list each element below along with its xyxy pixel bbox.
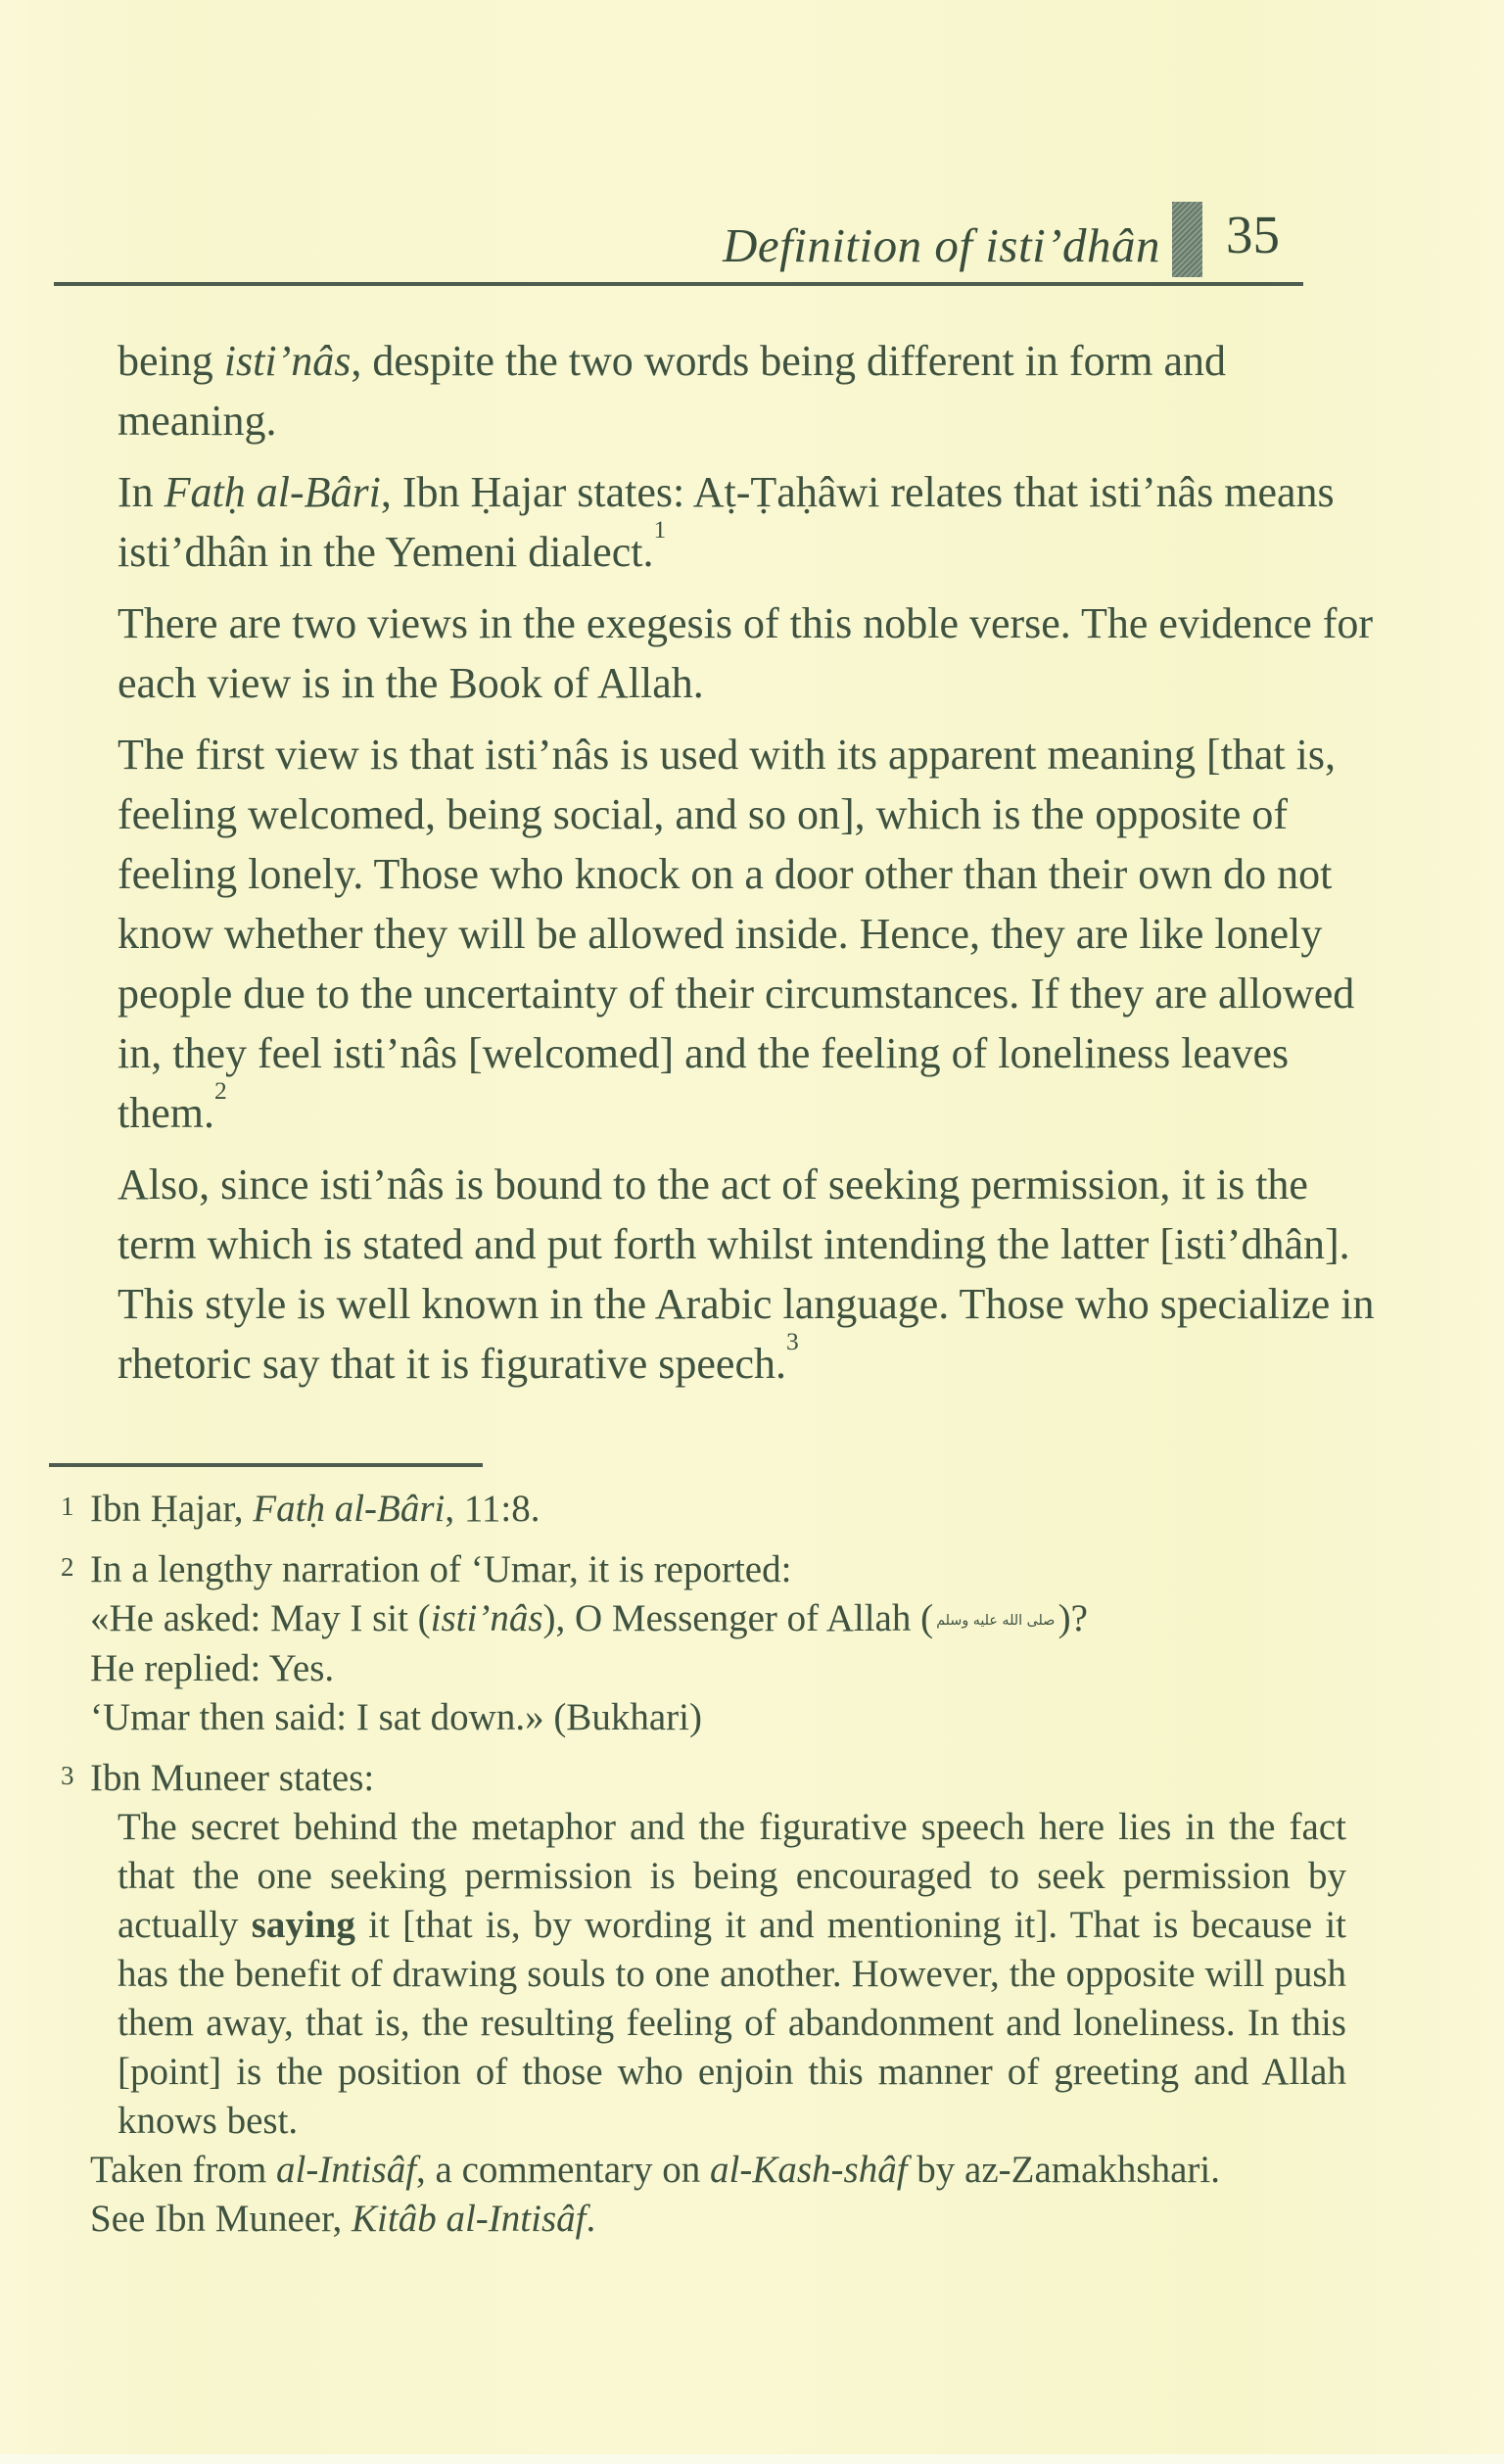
- footnote-section: [49, 1463, 1415, 2244]
- footnote-line: Ibn Muneer states:: [90, 1757, 375, 1799]
- footnote-body: [90, 1545, 1415, 1742]
- footnote-line: ‘Umar then said: I sat down.» (Bukhari): [90, 1696, 702, 1738]
- footnote-list: [49, 1485, 1415, 2244]
- footnote-line: The secret behind the metaphor and the figurative speech here lies in the fact that the one seeking permission is being encouraged to seek permission by actually saying it [that is, by wording it and mentioning it]. That is because it has the benefit of drawing souls to one another. However, the opposite will push them away, that is, the resulting feeling of abandonment and loneliness. In this [point] is the position of those who enjoin this manner of greeting and Allah knows best.: [118, 1806, 1347, 2142]
- body-paragraph: Also, since isti’nâs is bound to the act of seeking permission, it is the term which is stated and put forth whilst intending the latter [isti’dhân]. This style is well known in the Arabic language. Those who specialize in rhetoric say that it is figurative speech.$^3$: [118, 1161, 1375, 1388]
- running-header-title: Definition of isti’dhân: [722, 218, 1160, 272]
- footnote-line: Ibn Ḥajar, Fatḥ al-Bâri, 11:8.: [90, 1488, 540, 1530]
- header-rule: [54, 282, 1303, 286]
- footnote-line: Taken from al-Intisâf, a commentary on al-Kash-shâf by az-Zamakhshari.: [90, 2149, 1220, 2191]
- footnote-line: «He asked: May I sit (isti’nâs), O Messenger of Allah ( صلى الله عليه وسلم)?: [90, 1594, 1415, 1644]
- footnote-body: [90, 1754, 1415, 2244]
- footnote-line: In a lengthy narration of ‘Umar, it is reported:: [90, 1548, 792, 1590]
- body-paragraph: The first view is that isti’nâs is used with its apparent meaning [that is, feeling welcomed, being social, and so on], which is the opposite of feeling lonely. Those who knock on a door other than their own do not know whether they will be allowed inside. Hence, they are like lonely people due to the uncertainty of their circumstances. If they are allowed in, they feel isti’nâs [welcomed] and the feeling of loneliness leaves them.$^2$: [118, 731, 1355, 1137]
- footnote: [49, 1754, 1415, 2244]
- footnote: [49, 1545, 1415, 1742]
- page-number: 35: [1226, 205, 1280, 264]
- footnote-number: 2: [61, 1552, 74, 1582]
- honorific-arabic: صلى الله عليه وسلم: [936, 1611, 1056, 1629]
- footnote-number: 1: [61, 1492, 74, 1521]
- footnote-line: He replied: Yes.: [90, 1647, 335, 1689]
- body-text: [118, 331, 1385, 1394]
- body-paragraph: being isti’nâs, despite the two words being different in form and meaning.: [118, 337, 1226, 445]
- footnote: [49, 1485, 1415, 1534]
- body-paragraph: In Fatḥ al-Bâri, Ibn Ḥajar states: Aṭ-Ṭaḥâwi relates that isti’nâs means isti’dhân in the Yemeni dialect.$^1$: [118, 468, 1335, 576]
- footnote-divider: [49, 1463, 483, 1467]
- header-accent-block: [1172, 202, 1202, 277]
- footnote-number: 3: [61, 1761, 74, 1790]
- footnote-body: [90, 1485, 1415, 1534]
- footnote-line: See Ibn Muneer, Kitâb al-Intisâf.: [90, 2198, 596, 2240]
- body-paragraph: There are two views in the exegesis of this noble verse. The evidence for each view is in the Book of Allah.: [118, 599, 1374, 707]
